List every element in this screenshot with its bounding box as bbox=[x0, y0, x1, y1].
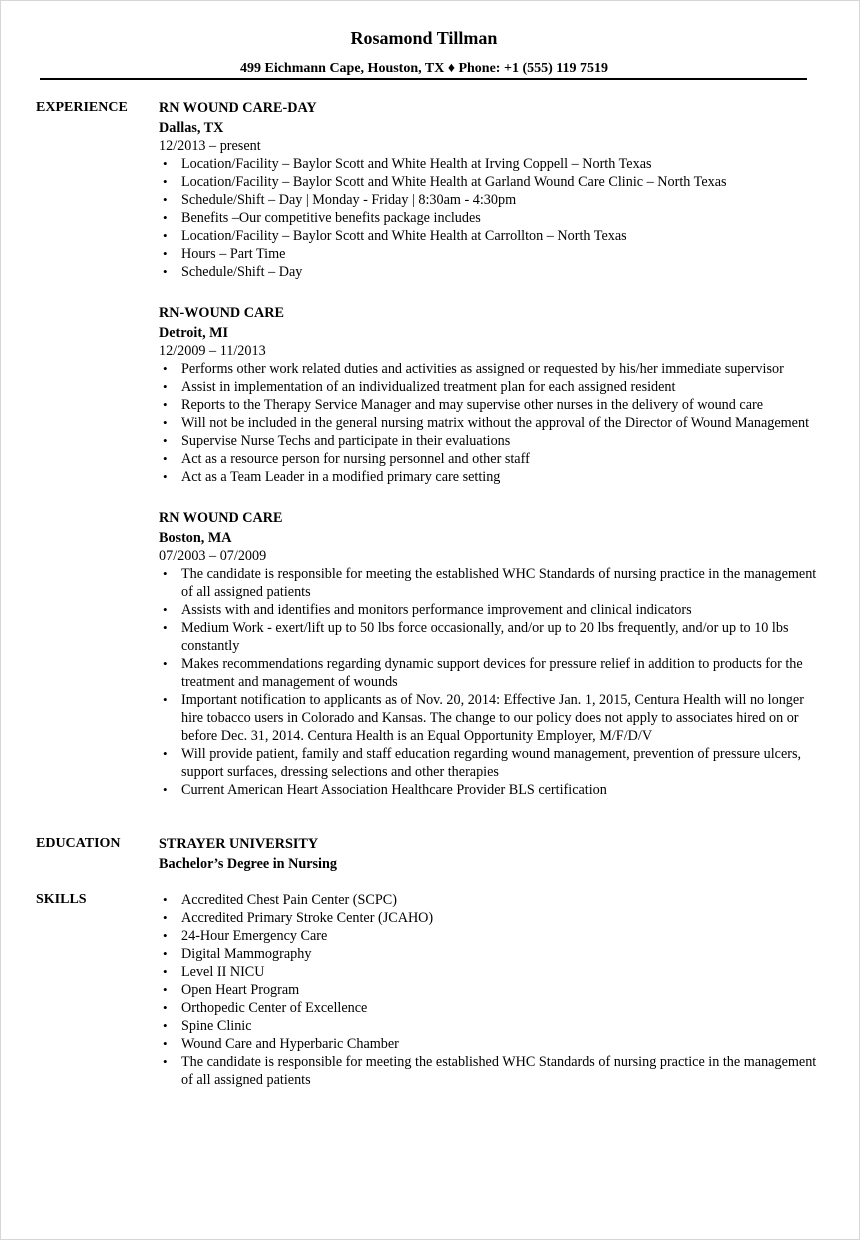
job-title: RN-WOUND CARE bbox=[159, 305, 284, 321]
list-item: • Digital Mammography bbox=[159, 945, 819, 963]
skills-list bbox=[159, 891, 819, 1089]
list-item: • The candidate is responsible for meeting the established WHC Standards of nursing practice in the management of all assigned patients bbox=[159, 565, 819, 601]
list-item: • Orthopedic Center of Excellence bbox=[159, 999, 819, 1017]
job-dates: 07/2003 – 07/2009 bbox=[159, 548, 267, 564]
list-item: • Accredited Primary Stroke Center (JCAHO) bbox=[159, 909, 819, 927]
list-item: • Spine Clinic bbox=[159, 1017, 819, 1035]
list-item: • Important notification to applicants as of Nov. 20, 2014: Effective Jan. 1, 2015, Centura Health will no longer hire tobacco users in Colorado and Kansas. The change to our policy does not apply to associates hired on or before Dec. 31, 2014. Centura Health is an Equal Opportunity Employer, M/F/D/V bbox=[159, 691, 819, 745]
section-label-skills: SKILLS bbox=[36, 892, 87, 907]
job-location: Detroit, MI bbox=[159, 325, 229, 341]
list-item: • Schedule/Shift – Day | Monday - Friday | 8:30am - 4:30pm bbox=[159, 191, 819, 209]
list-item: • Will not be included in the general nursing matrix without the approval of the Director of Wound Management bbox=[159, 414, 819, 432]
job-dates: 12/2013 – present bbox=[159, 138, 261, 154]
list-item: • Hours – Part Time bbox=[159, 245, 819, 263]
job-location: Boston, MA bbox=[159, 530, 232, 546]
list-item: • Medium Work - exert/lift up to 50 lbs force occasionally, and/or up to 20 lbs frequently, and/or up to 10 lbs constantly bbox=[159, 619, 819, 655]
job-title: RN WOUND CARE bbox=[159, 510, 283, 526]
job-bullets bbox=[159, 155, 819, 281]
list-item: • Wound Care and Hyperbaric Chamber bbox=[159, 1035, 819, 1053]
list-item: • Accredited Chest Pain Center (SCPC) bbox=[159, 891, 819, 909]
list-item: • The candidate is responsible for meeting the established WHC Standards of nursing practice in the management of all assigned patients bbox=[159, 1053, 819, 1089]
list-item: • Supervise Nurse Techs and participate in their evaluations bbox=[159, 432, 819, 450]
job-entry bbox=[159, 509, 819, 799]
list-item: • Makes recommendations regarding dynamic support devices for pressure relief in addition to products for the treatment and management of wounds bbox=[159, 655, 819, 691]
job-dates: 12/2009 – 11/2013 bbox=[159, 343, 266, 359]
list-item: • Reports to the Therapy Service Manager and may supervise other nurses in the delivery of wound care bbox=[159, 396, 819, 414]
skills-body bbox=[159, 891, 819, 1089]
list-item: • Will provide patient, family and staff education regarding wound management, prevention of pressure ulcers, support surfaces, dressing selections and other therapies bbox=[159, 745, 819, 781]
list-item: • Performs other work related duties and activities as assigned or requested by his/her immediate supervisor bbox=[159, 360, 819, 378]
job-entry bbox=[159, 304, 819, 486]
list-item: • Assist in implementation of an individualized treatment plan for each assigned resident bbox=[159, 378, 819, 396]
candidate-name: Rosamond Tillman bbox=[350, 28, 498, 48]
list-item: • Location/Facility – Baylor Scott and White Health at Irving Coppell – North Texas bbox=[159, 155, 819, 173]
contact-line: 499 Eichmann Cape, Houston, TX ♦ Phone: +1 (555) 119 7519 bbox=[239, 61, 608, 76]
list-item: • Act as a Team Leader in a modified primary care setting bbox=[159, 468, 819, 486]
job-entry bbox=[159, 99, 819, 281]
header-divider bbox=[40, 78, 807, 80]
degree: Bachelor’s Degree in Nursing bbox=[159, 856, 337, 872]
school-name: STRAYER UNIVERSITY bbox=[159, 836, 319, 852]
list-item: • Schedule/Shift – Day bbox=[159, 263, 819, 281]
list-item: • 24-Hour Emergency Care bbox=[159, 927, 819, 945]
experience-body bbox=[159, 99, 819, 799]
list-item: • Location/Facility – Baylor Scott and White Health at Carrollton – North Texas bbox=[159, 227, 819, 245]
job-title: RN WOUND CARE-DAY bbox=[159, 100, 317, 116]
job-bullets bbox=[159, 360, 819, 486]
list-item: • Level II NICU bbox=[159, 963, 819, 981]
education-body bbox=[159, 835, 819, 873]
list-item: • Act as a resource person for nursing personnel and other staff bbox=[159, 450, 819, 468]
list-item: • Assists with and identifies and monitors performance improvement and clinical indicators bbox=[159, 601, 819, 619]
section-label-education: EDUCATION bbox=[36, 836, 121, 851]
list-item: • Open Heart Program bbox=[159, 981, 819, 999]
list-item: • Current American Heart Association Healthcare Provider BLS certification bbox=[159, 781, 819, 799]
list-item: • Location/Facility – Baylor Scott and White Health at Garland Wound Care Clinic – North Texas bbox=[159, 173, 819, 191]
list-item: • Benefits –Our competitive benefits package includes bbox=[159, 209, 819, 227]
job-location: Dallas, TX bbox=[159, 120, 224, 136]
job-bullets bbox=[159, 565, 819, 799]
section-label-experience: EXPERIENCE bbox=[36, 100, 128, 115]
